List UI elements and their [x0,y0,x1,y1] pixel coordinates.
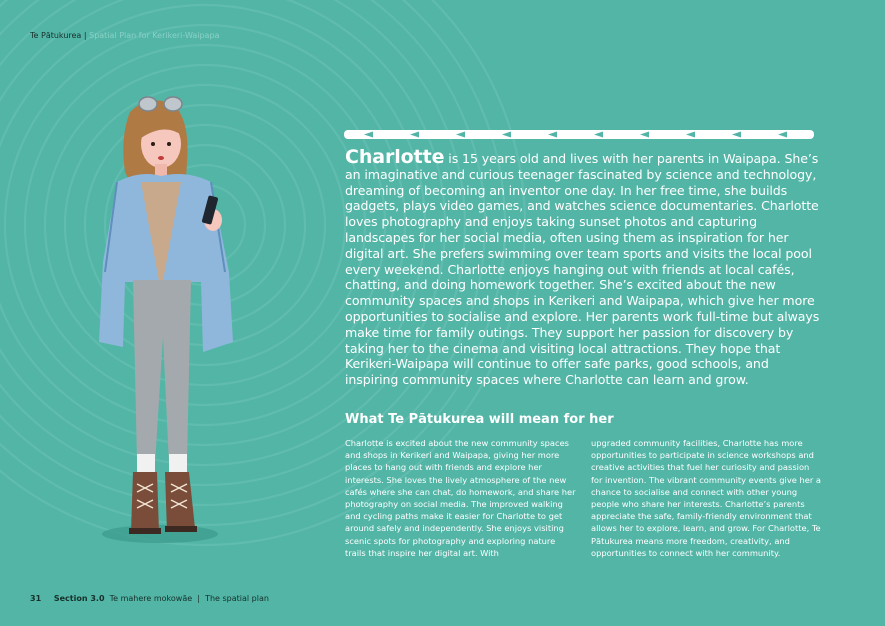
footer-section: Section 3.0 [53,594,105,603]
intro-paragraph [345,146,825,388]
header-title: Te Pātukurea [30,31,82,40]
section-heading: What Te Pātukurea will mean for her [345,412,614,427]
footer-section-maori: Te mahere mokowāe [109,594,193,603]
body-column-2: upgraded community facilities, Charlotte has more opportunities to participate in science workshops and creative activities that fuel her curiosity and passion for invention. The vibrant community events give her a chance to socialise and connect with other young people who share her interests. Charlotte’s parents appreciate the safe, family-friendly environment that allows her to explore, learn, and grow. For Charlotte, Te Pātukurea means more freedom, creativity, and opportunities to connect with her community. [591,438,821,558]
charlotte-illustration [95,92,255,557]
persona-name: Charlotte [345,146,445,168]
decorative-ribbon [344,128,814,141]
page-footer [30,594,269,603]
header-separator: | [83,31,87,40]
body-column-1: Charlotte is excited about the new community spaces and shops in Kerikeri and Waipapa, giving her more places to hang out with friends and explore her interests. She loves the lively atmosphere of the new cafés where she can chat, do homework, and share her photography on social media. The improved walking and cycling paths make it easier for Charlotte to get around safely and independently. She enjoys visiting scenic spots for photography and exploring nature trails that inspire her digital art. With [345,438,576,558]
running-header [30,31,219,40]
footer-separator: | [197,594,200,603]
intro-text: is 15 years old and lives with her parents in Waipapa. She’s an imaginative and curious teenager fascinated by science and technology, dreaming of becoming an inventor one day. In her free time, she builds gadgets, plays video games, and watches science documentaries. Charlotte loves photography and enjoys taking sunset photos and capturing landscapes for her social media, often using them as inspiration for her digital art. She prefers swimming over team sports and visits the local pool every weekend. Charlotte enjoys hanging out with friends at local cafés, chatting, and doing homework together. She’s excited about the new community spaces and shops in Kerikeri and Waipapa, which give her more opportunities to socialise and explore. Her parents work full-time but always make time for family outings. They support her passion for discovery by taking her to the cinema and visiting local attractions. They hope that Kerikeri-Waipapa will continue to offer safe parks, good schools, and inspiring community spaces where Charlotte can learn and grow. [345,151,820,388]
header-subtitle: Spatial Plan for Kerikeri-Waipapa [89,31,220,40]
footer-section-english: The spatial plan [205,594,269,603]
page-number: 31 [30,594,42,603]
